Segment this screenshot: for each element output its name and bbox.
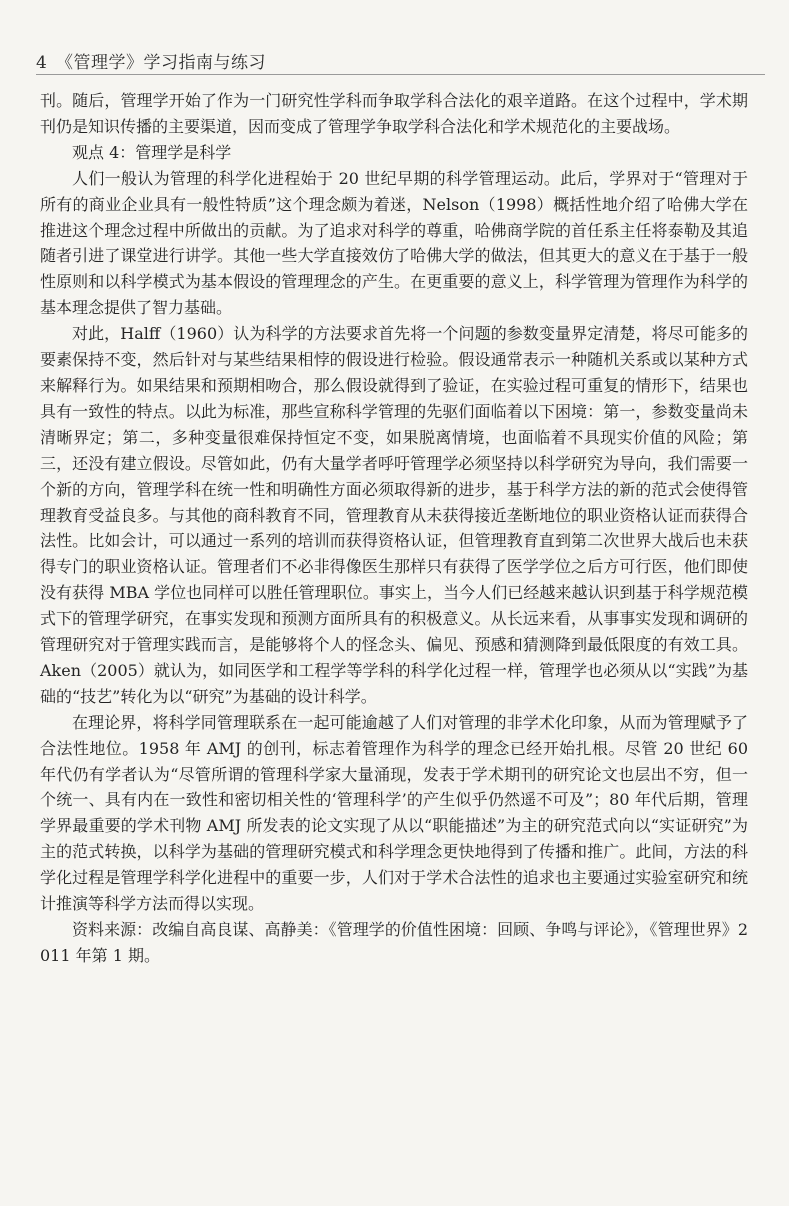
book-title: 《管理学》学习指南与练习 <box>56 53 266 73</box>
running-header <box>36 48 266 73</box>
source-citation: 资料来源：改编自高良谋、高静美：《管理学的价值性困境：回顾、争鸣与评论》，《管理世界》2011 年第 1 期。 <box>40 920 748 965</box>
paragraph: 对此，Halff（1960）认为科学的方法要求首先将一个问题的参数变量界定清楚，将尽可能多的要素保持不变，然后针对与某些结果相悖的假设进行检验。假设通常表示一种随机关系或以某种方式来解释行为。如果结果和预期相吻合，那么假设就得到了验证，在实验过程可重复的情形下，结果也具有一致性的特点。以此为标准，那些宣称科学管理的先驱们面临着以下困境：第一，参数变量尚未清晰界定；第二，多种变量很难保持恒定不变，如果脱离情境，也面临着不具现实价值的风险；第三，还没有建立假设。尽管如此，仍有大量学者呼吁管理学必须坚持以科学研究为导向，我们需要一个新的方向，管理学科在统一性和明确性方面必须取得新的进步，基于科学方法的新的范式会使得管理教育受益良多。与其他的商科教育不同，管理教育从未获得接近垄断地位的职业资格认证而获得合法性。比如会计，可以通过一系列的培训而获得资格认证，但管理教育直到第二次世界大战后也未获得专门的职业资格认证。管理者们不必非得像医生那样只有获得了医学学位之后方可行医，他们即使没有获得 MBA 学位也同样可以胜任管理职位。事实上，当今人们已经越来越认识到基于科学规范模式下的管理学研究，在事实发现和预测方面所具有的积极意义。从长远来看，从事事实发现和调研的管理研究对于管理实践而言，是能够将个人的怪念头、偏见、预感和猜测降到最低限度的有效工具。Aken（2005）就认为，如同医学和工程学等学科的科学化过程一样，管理学也必须从以“实践”为基础的“技艺”转化为以“研究”为基础的设计科学。 <box>40 324 748 706</box>
paragraph-continuation: 刊。随后，管理学开始了作为一门研究性学科而争取学科合法化的艰辛道路。在这个过程中，学术期刊仍是知识传播的主要渠道，因而变成了管理学争取学科合法化和学术规范化的主要战场。 <box>40 91 748 136</box>
header-divider <box>36 74 765 75</box>
body-text <box>40 88 748 969</box>
page-number: 4 <box>36 53 48 73</box>
paragraph: 在理论界，将科学同管理联系在一起可能逾越了人们对管理的非学术化印象，从而为管理赋予了合法性地位。1958 年 AMJ 的创刊，标志着管理作为科学的理念已经开始扎根。尽管 20 世纪 60 年代仍有学者认为“尽管所谓的管理科学家大量涌现，发表于学术期刊的研究论文也层出不穷，但一个统一、具有内在一致性和密切相关性的‘管理科学’的产生似乎仍然遥不可及”；80 年代后期，管理学界最重要的学术刊物 AMJ 所发表的论文实现了从以“职能描述”为主的研究范式向以“实证研究”为主的范式转换，以科学为基础的管理研究模式和科学理念更快地得到了传播和推广。此间，方法的科学化过程是管理学科学化进程中的重要一步，人们对于学术合法性的追求也主要通过实验室研究和统计推演等科学方法而得以实现。 <box>40 712 748 914</box>
paragraph: 人们一般认为管理的科学化进程始于 20 世纪早期的科学管理运动。此后，学界对于“管理对于所有的商业企业具有一般性特质”这个理念颇为着迷，Nelson（1998）概括性地介绍了哈佛大学在推进这个理念过程中所做出的贡献。为了追求对科学的尊重，哈佛商学院的首任系主任将泰勒及其追随者引进了课堂进行讲学。其他一些大学直接效仿了哈佛大学的做法，但其更大的意义在于基于一般性原则和以科学模式为基本假设的管理理念的产生。在更重要的意义上，科学管理为管理作为科学的基本理念提供了智力基础。 <box>40 168 748 318</box>
section-heading-viewpoint-4: 观点 4：管理学是科学 <box>72 142 232 162</box>
